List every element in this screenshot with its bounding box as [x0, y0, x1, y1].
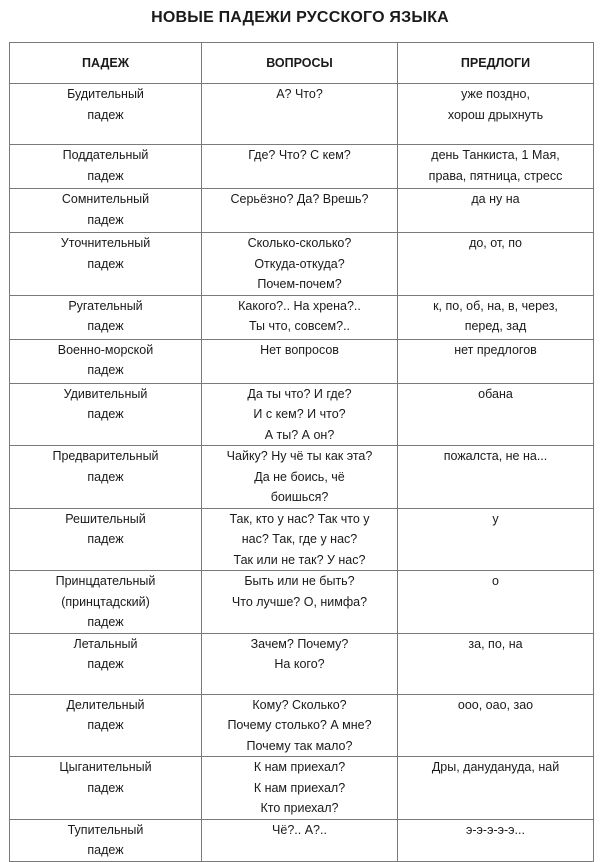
cell-text-line: обана [478, 386, 513, 401]
cell-text-line: Чайку? Ну чё ты как эта? [226, 449, 373, 463]
cell-text-line: э-э-э-э-э... [466, 822, 525, 837]
cell-text-line: Ругательный [68, 298, 143, 313]
questions-cell [202, 757, 398, 820]
case-cell [10, 694, 202, 757]
questions-cell [202, 339, 398, 383]
prepositions-cell [398, 233, 594, 296]
cell-text-line: Дры, данудануда, най [431, 760, 560, 774]
questions-cell [202, 189, 398, 233]
cell-text-line: Предварительный [52, 449, 159, 463]
cell-text-line: Чё?.. А?.. [272, 822, 327, 837]
cell-text-line: нет предлогов [454, 342, 537, 357]
cell-text-line: права, пятница, стресс [428, 168, 563, 183]
cell-text-line: Так или не так? У нас? [233, 552, 366, 567]
cell-text-line: К нам приехал? [253, 760, 346, 774]
cell-text-line: Да не боись, чё [254, 469, 345, 484]
cell-text-line: о [492, 574, 499, 588]
cell-text-line: Тупительный [67, 822, 144, 837]
cell-text-line: падеж [87, 469, 124, 484]
case-cell [10, 84, 202, 145]
cell-text-line: Сколько-сколько? [247, 236, 352, 250]
page-title: НОВЫЕ ПАДЕЖИ РУССКОГО ЯЗЫКА [151, 9, 449, 26]
cell-text-line: Цыганительный [59, 760, 152, 774]
cell-text-line: Военно-морской [57, 342, 154, 357]
cell-text-line: Откуда-откуда? [254, 256, 345, 271]
cell-text-line: Кому? Сколько? [252, 697, 347, 712]
questions-cell [202, 633, 398, 694]
cell-text-line: Да ты что? И где? [247, 386, 352, 401]
prepositions-cell [398, 189, 594, 233]
case-cell [10, 295, 202, 339]
cell-text-line: Серьёзно? Да? Врешь? [230, 192, 369, 206]
cell-text-line: падеж [87, 780, 124, 795]
table-row [10, 339, 594, 383]
cell-text-line: Летальный [73, 636, 138, 651]
case-cell [10, 339, 202, 383]
header-questions: ВОПРОСЫ [202, 43, 398, 84]
table-row [10, 233, 594, 296]
cell-text-line: Уточнительный [60, 236, 151, 250]
questions-cell [202, 145, 398, 189]
cell-text-line: нас? Так, где у нас? [241, 532, 358, 546]
case-cell [10, 633, 202, 694]
questions-cell [202, 84, 398, 145]
table-row [10, 145, 594, 189]
table-body [10, 84, 594, 862]
cell-text-line: Сомнительный [61, 192, 150, 206]
questions-cell [202, 508, 398, 571]
prepositions-cell [398, 339, 594, 383]
cases-table [9, 42, 594, 862]
table-row [10, 633, 594, 694]
questions-cell [202, 694, 398, 757]
case-cell [10, 189, 202, 233]
cell-text-line: Будительный [67, 87, 144, 101]
case-cell [10, 508, 202, 571]
table-row [10, 189, 594, 233]
case-cell [10, 145, 202, 189]
cell-text-line: (принцтадский) [61, 594, 150, 609]
header-case: ПАДЕЖ [10, 43, 202, 84]
cell-text-line: А ты? А он? [264, 427, 335, 442]
cell-text-line: за, по, на [468, 636, 523, 651]
cell-text-line: Почему так мало? [246, 738, 353, 753]
table-row [10, 508, 594, 571]
cell-text-line: падеж [87, 168, 124, 183]
prepositions-cell [398, 633, 594, 694]
questions-cell [202, 233, 398, 296]
cell-text-line: Зачем? Почему? [250, 636, 349, 651]
cell-text-line: падеж [87, 107, 124, 122]
prepositions-cell [398, 571, 594, 634]
questions-cell [202, 571, 398, 634]
cell-text-line: Почем-почем? [257, 277, 342, 291]
cell-text-line: падеж [87, 363, 124, 377]
questions-cell [202, 383, 398, 446]
cell-text-line: падеж [87, 843, 124, 857]
cell-text-line: у [492, 511, 499, 526]
table-row [10, 295, 594, 339]
cell-text-line: боишься? [270, 490, 329, 504]
case-cell [10, 571, 202, 634]
prepositions-cell [398, 84, 594, 145]
case-cell [10, 383, 202, 446]
cell-text-line: Решительный [65, 511, 146, 526]
cell-text-line: хорош дрыхнуть [447, 107, 544, 122]
prepositions-cell [398, 383, 594, 446]
cell-text-line: Почему столько? А мне? [227, 718, 372, 732]
cell-text-line: Где? Что? С кем? [248, 148, 351, 162]
cell-text-line: Принцдательный [55, 574, 156, 588]
table-row [10, 446, 594, 509]
cell-text-line: падеж [87, 657, 124, 671]
prepositions-cell [398, 446, 594, 509]
cell-text-line: Ты что, совсем?.. [248, 319, 351, 333]
questions-cell [202, 295, 398, 339]
cell-text-line: На кого? [274, 657, 325, 671]
cell-text-line: падеж [87, 256, 124, 271]
cell-text-line: падеж [87, 532, 124, 546]
questions-cell [202, 446, 398, 509]
cell-text-line: ооо, оао, зао [457, 697, 534, 712]
prepositions-cell [398, 757, 594, 820]
header-prepositions: ПРЕДЛОГИ [398, 43, 594, 84]
cell-text-line: Удивительный [63, 386, 148, 401]
cell-text-line: до, от, по [469, 236, 522, 250]
table-row [10, 757, 594, 820]
cell-text-line: А? Что? [276, 87, 323, 101]
prepositions-cell [398, 694, 594, 757]
cell-text-line: К нам приехал? [253, 780, 346, 795]
cell-text-line: Делительный [66, 697, 145, 712]
table-header-row [10, 43, 594, 84]
cell-text-line: падеж [87, 407, 124, 421]
table-row [10, 383, 594, 446]
cell-text-line: пожалста, не на... [443, 449, 548, 463]
cell-text-line: Кто приехал? [260, 801, 339, 815]
prepositions-cell [398, 145, 594, 189]
cell-text-line: И с кем? И что? [253, 407, 346, 421]
cell-text-line: Поддательный [62, 148, 149, 162]
cell-text-line: перед, зад [464, 319, 527, 333]
table-row [10, 84, 594, 145]
cell-text-line: к, по, об, на, в, через, [433, 298, 558, 313]
cell-text-line: Что лучше? О, нимфа? [231, 594, 368, 609]
cell-text-line: Быть или не быть? [244, 574, 355, 588]
cell-text-line: день Танкиста, 1 Мая, [431, 148, 560, 162]
cell-text-line: да ну на [471, 192, 520, 206]
prepositions-cell [398, 295, 594, 339]
cell-text-line: падеж [87, 718, 124, 732]
cell-text-line: падеж [87, 319, 124, 333]
cell-text-line: Какого?.. На хрена?.. [238, 298, 361, 313]
cell-text-line: уже поздно, [461, 87, 530, 101]
table-row [10, 694, 594, 757]
cell-text-line: падеж [87, 212, 124, 227]
cell-text-line: Так, кто у нас? Так что у [229, 511, 370, 526]
cell-text-line: падеж [87, 615, 124, 629]
case-cell [10, 446, 202, 509]
case-cell [10, 233, 202, 296]
prepositions-cell [398, 508, 594, 571]
table-row [10, 571, 594, 634]
case-cell [10, 757, 202, 820]
cell-text-line: Нет вопросов [260, 342, 339, 357]
